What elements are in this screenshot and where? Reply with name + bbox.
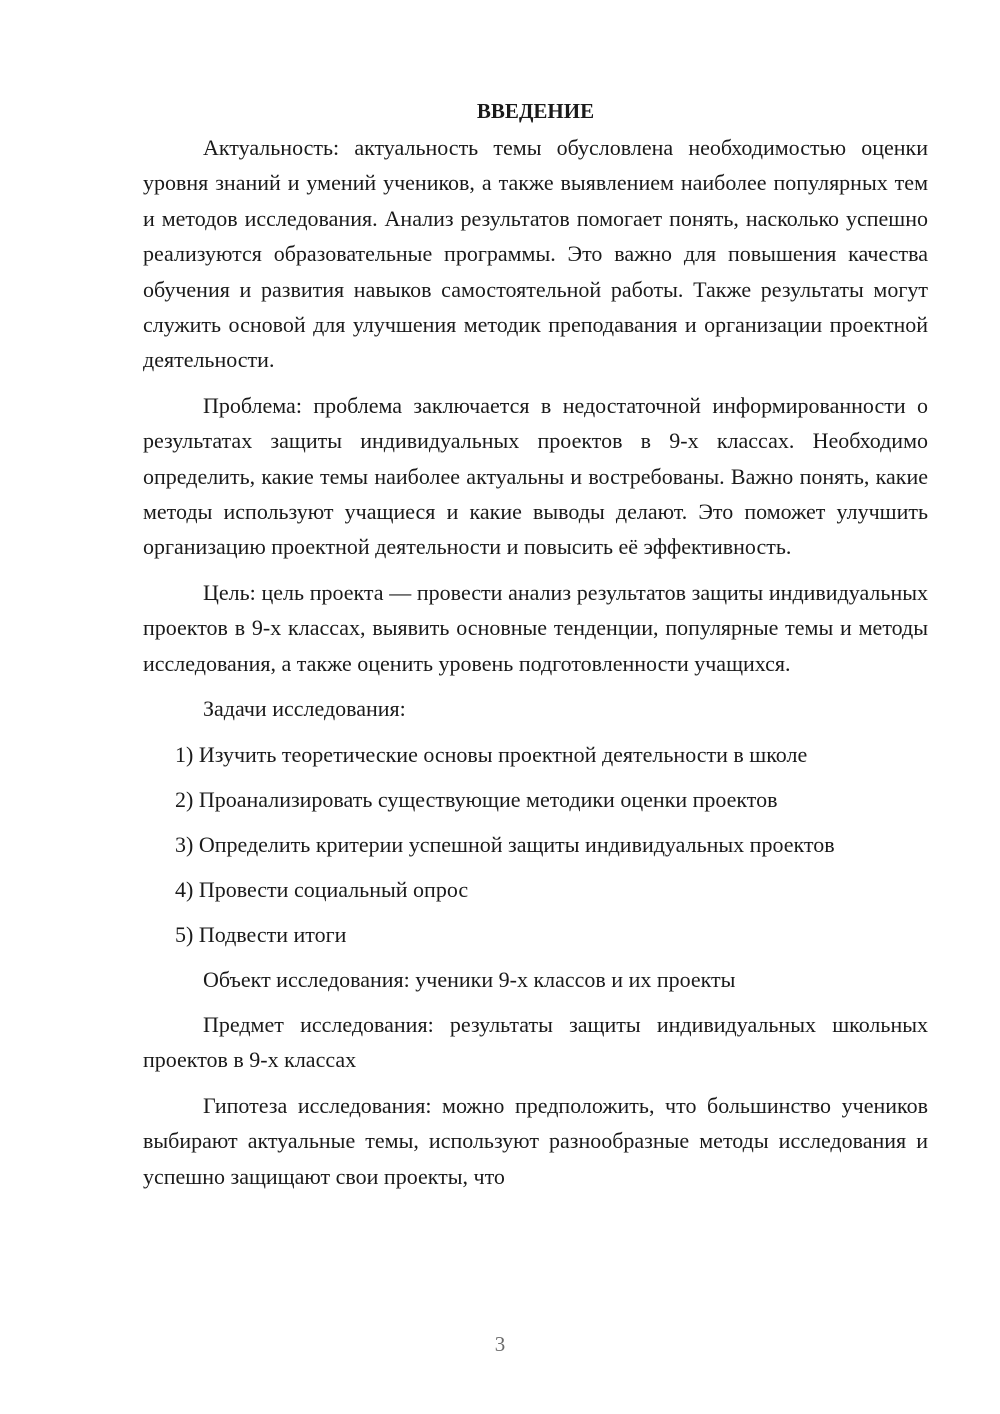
paragraph-goal: Цель: цель проекта — провести анализ результатов защиты индивидуальных проектов в 9-х классах, выявить основные тенденции, популярные темы и методы исследования, а также оценить уровень подготовленности учащихся. xyxy=(143,579,928,676)
paragraph-problem: Проблема: проблема заключается в недостаточной информированности о результатах защиты индивидуальных проектов в 9-х классах. Необходимо определить, какие темы наиболее актуальны и востребованы. Важно понять, какие методы используют учащиеся и какие выводы делают. Это поможет улучшить организацию проектной деятельности и повысить её эффективность. xyxy=(143,392,928,560)
paragraph-relevance: Актуальность: актуальность темы обусловлена необходимостью оценки уровня знаний и умений учеников, а также выявлением наиболее популярных тем и методов исследования. Анализ результатов помогает понять, насколько успешно реализуются образовательные программы. Это важно для повышения качества обучения и развития навыков самостоятельной работы. Также результаты могут служить основой для улучшения методик преподавания и организации проектной деятельности. xyxy=(143,135,928,373)
task-item: 3) Определить критерии успешной защиты индивидуальных проектов xyxy=(175,831,835,857)
task-item: 1) Изучить теоретические основы проектной деятельности в школе xyxy=(175,741,808,767)
task-item: 4) Провести социальный опрос xyxy=(175,876,469,902)
paragraph-object: Объект исследования: ученики 9-х классов и их проекты xyxy=(203,966,736,992)
paragraph-hypothesis: Гипотеза исследования: можно предположить, что большинство учеников выбирают актуальные темы, используют разнообразные методы исследования и успешно защищают свои проекты, что xyxy=(143,1092,928,1189)
tasks-heading: Задачи исследования: xyxy=(203,696,406,722)
tasks-list xyxy=(143,737,928,952)
paragraph-subject: Предмет исследования: результаты защиты индивидуальных школьных проектов в 9-х классах xyxy=(143,1011,928,1073)
page-number: 3 xyxy=(494,1332,506,1356)
task-item: 5) Подвести итоги xyxy=(175,921,347,947)
section-title: ВВЕДЕНИЕ xyxy=(476,99,595,123)
page-content xyxy=(143,92,928,1204)
task-item: 2) Проанализировать существующие методики оценки проектов xyxy=(175,786,778,812)
